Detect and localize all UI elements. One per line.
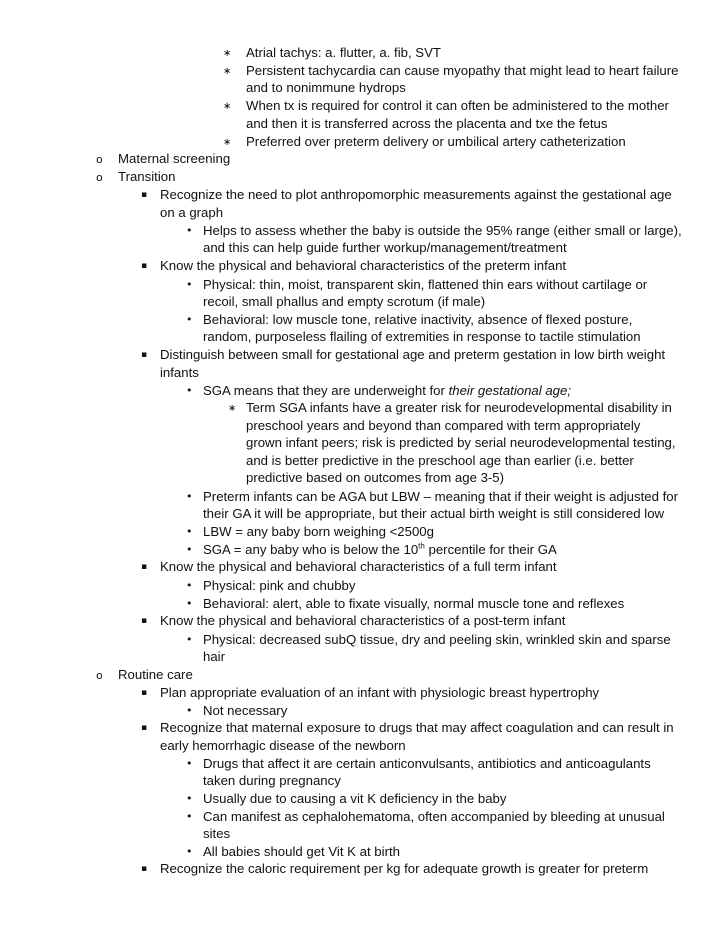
- text-line: Know the physical and behavioral characteristics of a post-term infant: [160, 613, 566, 628]
- circle-bullet-marker: o: [96, 669, 103, 682]
- text-line: Distinguish between small for gestational age and preterm gestation in low birth weight: [160, 347, 666, 362]
- text-line: Can manifest as cephalohematoma, often accompanied by bleeding at unusual: [203, 809, 665, 824]
- star-bullet-marker: ∗: [228, 403, 237, 414]
- text-line: Behavioral: low muscle tone, relative inactivity, absence of flexed posture,: [203, 312, 633, 327]
- square-bullet-marker: ▪: [141, 688, 148, 698]
- text-line: grown infant peers; risk is predicted by serial neurodevelopmental testing,: [246, 435, 676, 450]
- text-line: Term SGA infants have a greater risk for neurodevelopmental disability in: [246, 400, 672, 415]
- dot-bullet-marker: •: [186, 543, 193, 556]
- dot-bullet-marker: •: [186, 490, 193, 503]
- text-line: Preferred over preterm delivery or umbilical artery catheterization: [246, 134, 626, 149]
- text-line: Drugs that affect it are certain anticonvulsants, antibiotics and anticoagulants: [203, 756, 651, 771]
- text-line: Helps to assess whether the baby is outside the 95% range (either small or large),: [203, 223, 682, 238]
- text-line: predictive based on outcomes from age 3-5): [246, 470, 505, 485]
- dot-bullet-marker: •: [186, 704, 193, 717]
- star-bullet-marker: ∗: [223, 137, 232, 148]
- square-bullet-marker: ▪: [141, 723, 148, 733]
- dot-bullet-marker: •: [186, 792, 193, 805]
- dot-bullet-marker: •: [186, 579, 193, 592]
- text-line: and is better predictive in the preschool age than earlier (i.e. better: [246, 453, 634, 468]
- star-bullet-marker: ∗: [223, 48, 232, 59]
- text-line: random, purposeless flailing of extremities in response to tactile stimulation: [203, 329, 641, 344]
- italic-text: their gestational age;: [448, 383, 572, 398]
- text-line: hair: [203, 649, 225, 664]
- text-line: Recognize the need to plot anthropomorphic measurements against the gestational age: [160, 187, 672, 202]
- text-line: Plan appropriate evaluation of an infant with physiologic breast hypertrophy: [160, 685, 600, 700]
- text-run: percentile for their GA: [424, 542, 557, 557]
- section-heading: Routine care: [118, 667, 193, 682]
- text-line: LBW = any baby born weighing <2500g: [203, 524, 434, 539]
- text-line: Know the physical and behavioral characteristics of a full term infant: [160, 559, 557, 574]
- text-line: Behavioral: alert, able to fixate visually, normal muscle tone and reflexes: [203, 596, 625, 611]
- text-line: early hemorrhagic disease of the newborn: [160, 738, 406, 753]
- dot-bullet-marker: •: [186, 313, 193, 326]
- dot-bullet-marker: •: [186, 845, 193, 858]
- text-line: Persistent tachycardia can cause myopathy that might lead to heart failure: [246, 63, 679, 78]
- text-line: Physical: decreased subQ tissue, dry and peeling skin, wrinkled skin and sparse: [203, 632, 671, 647]
- square-bullet-marker: ▪: [141, 616, 148, 626]
- section-heading: Transition: [118, 169, 176, 184]
- dot-bullet-marker: •: [186, 633, 193, 646]
- text-line: and this can help guide further workup/management/treatment: [203, 240, 567, 255]
- square-bullet-marker: ▪: [141, 350, 148, 360]
- text-line: Recognize that maternal exposure to drugs that may affect coagulation and can result in: [160, 720, 674, 735]
- text-line: [203, 382, 571, 399]
- text-run: SGA = any baby who is below the 10: [203, 542, 419, 557]
- dot-bullet-marker: •: [186, 757, 193, 770]
- dot-bullet-marker: •: [186, 597, 193, 610]
- text-line: and to nonimmune hydrops: [246, 80, 406, 95]
- text-line: Preterm infants can be AGA but LBW – meaning that if their weight is adjusted for: [203, 489, 678, 504]
- text-run: SGA means that they are underweight for: [203, 383, 449, 398]
- circle-bullet-marker: o: [96, 171, 103, 184]
- text-line: Recognize the caloric requirement per kg for adequate growth is greater for preterm: [160, 861, 649, 876]
- star-bullet-marker: ∗: [223, 66, 232, 77]
- text-line: [203, 541, 557, 558]
- square-bullet-marker: ▪: [141, 562, 148, 572]
- text-line: Physical: thin, moist, transparent skin, flattened thin ears without cartilage or: [203, 277, 648, 292]
- section-heading: Maternal screening: [118, 151, 231, 166]
- text-line: Know the physical and behavioral characteristics of the preterm infant: [160, 258, 567, 273]
- text-line: recoil, small phallus and empty scrotum (if male): [203, 294, 486, 309]
- text-line: When tx is required for control it can often be administered to the mother: [246, 98, 669, 113]
- circle-bullet-marker: o: [96, 153, 103, 166]
- text-line: and then it is transferred across the placenta and txe the fetus: [246, 116, 608, 131]
- text-line: infants: [160, 365, 199, 380]
- text-line: on a graph: [160, 205, 224, 220]
- text-line: their GA it will be appropriate, but their actual birth weight is still considered low: [203, 506, 665, 521]
- text-line: Not necessary: [203, 703, 288, 718]
- text-line: sites: [203, 826, 231, 841]
- text-line: taken during pregnancy: [203, 773, 341, 788]
- dot-bullet-marker: •: [186, 224, 193, 237]
- star-bullet-marker: ∗: [223, 101, 232, 112]
- superscript: th: [418, 541, 425, 551]
- dot-bullet-marker: •: [186, 810, 193, 823]
- text-line: Physical: pink and chubby: [203, 578, 356, 593]
- text-line: All babies should get Vit K at birth: [203, 844, 400, 859]
- dot-bullet-marker: •: [186, 525, 193, 538]
- dot-bullet-marker: •: [186, 278, 193, 291]
- dot-bullet-marker: •: [186, 384, 193, 397]
- text-line: Atrial tachys: a. flutter, a. fib, SVT: [246, 45, 441, 60]
- text-line: preschool years and beyond than compared with term appropriately: [246, 418, 641, 433]
- square-bullet-marker: ▪: [141, 190, 148, 200]
- square-bullet-marker: ▪: [141, 864, 148, 874]
- square-bullet-marker: ▪: [141, 261, 148, 271]
- text-line: Usually due to causing a vit K deficiency in the baby: [203, 791, 507, 806]
